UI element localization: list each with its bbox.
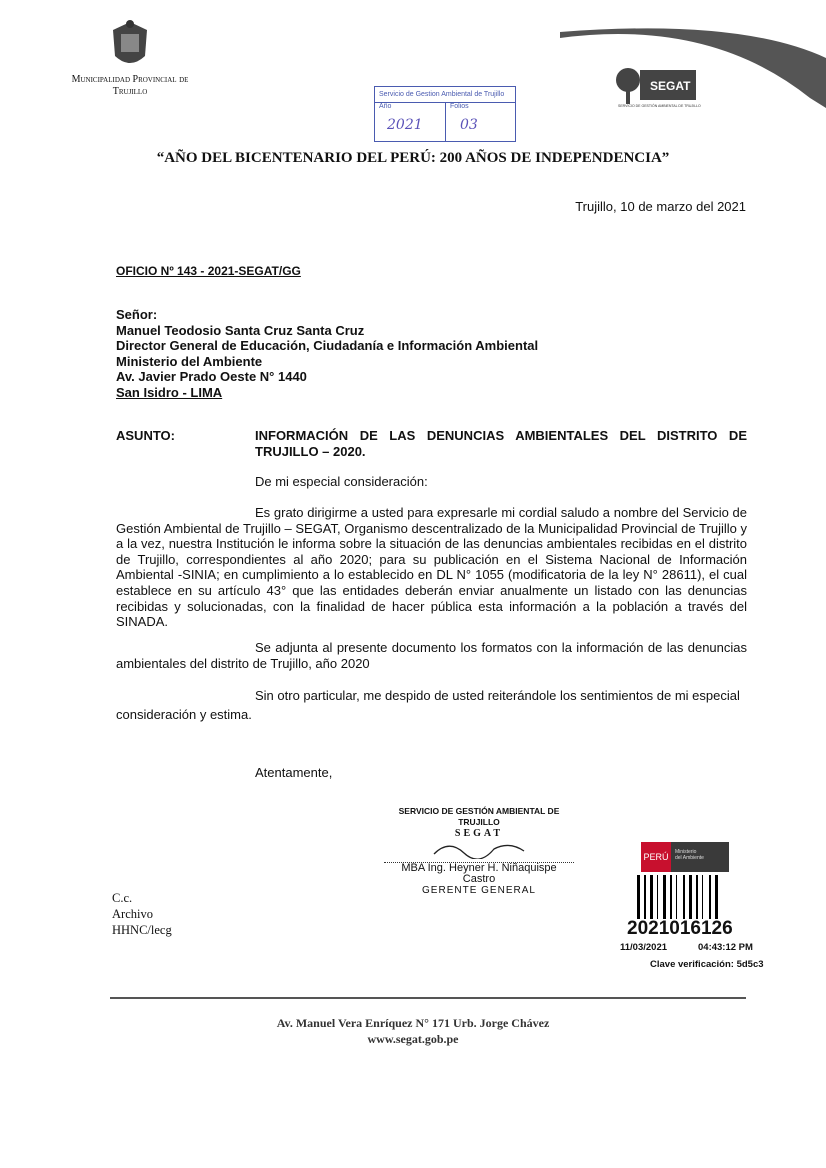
segat-logo-icon: [560, 18, 826, 110]
barcode-bar: [657, 875, 658, 919]
barcode-icon: [637, 875, 745, 919]
barcode-bar: [644, 875, 646, 919]
barcode-bar: [683, 875, 685, 919]
recipient-block: [116, 307, 538, 401]
signature-stamp: [384, 806, 574, 896]
recipient-name: Manuel Teodosio Santa Cruz Santa Cruz: [116, 322, 365, 338]
ministry-logo: [641, 842, 729, 872]
cc-archive: Archivo: [112, 907, 153, 921]
stamp-folios-label: Folios: [450, 103, 469, 110]
recipient-institution: Ministerio del Ambiente: [116, 353, 263, 369]
footer-address: Av. Manuel Vera Enríquez N° 171 Urb. Jorge Chávez: [276, 1016, 550, 1030]
barcode-bar: [650, 875, 653, 919]
segat-logo-text: SEGAT: [650, 79, 691, 93]
cc-label: C.c.: [112, 891, 133, 905]
cc-initials: HHNC/lecg: [112, 923, 172, 937]
municipality-name: Municipalidad Provincial de Trujillo: [71, 74, 189, 97]
letter-date: Trujillo, 10 de marzo del 2021: [575, 199, 746, 214]
stamp-title: Servicio de Gestion Ambiental de Trujillo: [375, 87, 515, 103]
closing: Atentamente,: [255, 765, 333, 780]
ministry-line-2: del Ambiente: [675, 855, 704, 861]
recipient-city: San Isidro - LIMA: [116, 384, 223, 400]
recipient-title: Director General de Educación, Ciudadanía e Información Ambiental: [116, 338, 539, 354]
stamp-year: 2021: [387, 117, 423, 133]
body-paragraph-1: Es grato dirigirme a usted para expresarle mi cordial saludo a nombre del Servicio de Gestión Ambiental de Trujillo – SEGAT, Organismo descentralizado de la Municipalidad Provincial de Trujillo y a la vez, nuestra Institución le informa sobre la situación de las denuncias ambientales recibidas en el distrito de Trujillo, correspondientes al año 2020; para su publicación en el Sistema Nacional de Información Ambiental -SINIA; en cumplimiento a lo establecido en DL N° 1055 (modificatoria de la ley N° 28611), el cual establece en su artículo 43° que las entidades deberán enviar anualmente un listado con las denuncias recibidas y solucionadas, con la finalidad de hacer pública esta información a la población a través del SINADA.: [116, 505, 747, 630]
municipality-crest-icon: [105, 18, 155, 72]
greeting: De mi especial consideración:: [255, 474, 428, 489]
signature-org: SERVICIO DE GESTIÓN AMBIENTAL DE TRUJILLO: [398, 806, 560, 827]
letter-reference: OFICIO Nº 143 - 2021-SEGAT/GG: [116, 264, 301, 278]
stamp-year-label: Año: [379, 103, 392, 110]
peru-label: PERÚ: [641, 842, 671, 872]
registry-number: 2021016126: [627, 918, 733, 939]
barcode-bar: [689, 875, 692, 919]
subject-text: INFORMACIÓN DE LAS DENUNCIAS AMBIENTALES DEL DISTRITO DE TRUJILLO – 2020.: [255, 428, 747, 459]
ministry-line-1: Ministerio: [675, 849, 697, 855]
segat-logo-subtext: SERVICIO DE GESTIÓN AMBIENTAL DE TRUJILLO: [618, 104, 701, 108]
recipient-salutation: Señor:: [116, 307, 158, 322]
barcode-bar: [709, 875, 711, 919]
barcode-bar: [696, 875, 698, 919]
registry-time: 04:43:12 PM: [698, 942, 753, 953]
barcode-bar: [676, 875, 677, 919]
barcode-bar: [702, 875, 703, 919]
recipient-address: Av. Javier Prado Oeste N° 1440: [116, 369, 307, 385]
body-paragraph-3: Sin otro particular, me despido de usted reiterándole los sentimientos de mi especial consideración y estima.: [116, 688, 740, 722]
verification-code: Clave verificación: 5d5c3: [650, 959, 764, 970]
barcode-bar: [715, 875, 718, 919]
barcode-bar: [663, 875, 666, 919]
signature-abbr: SEGAT: [454, 828, 504, 839]
year-motto: “AÑO DEL BICENTENARIO DEL PERÚ: 200 AÑOS DE INDEPENDENCIA”: [156, 150, 670, 166]
subject-label: ASUNTO:: [116, 428, 175, 443]
signature-role: GERENTE GENERAL: [422, 885, 536, 896]
barcode-bar: [637, 875, 640, 919]
footer-divider: [110, 997, 746, 999]
body-paragraph-2: Se adjunta al presente documento los formatos con la información de las denuncias ambientales del distrito de Trujillo, año 2020: [116, 640, 747, 671]
registry-date: 11/03/2021: [620, 942, 668, 953]
signature-name: MBA Ing. Heyner H. Niñaquispe Castro: [384, 862, 574, 885]
copies-block: [112, 890, 172, 938]
reception-stamp: [374, 86, 516, 142]
handwritten-signature-icon: [414, 839, 544, 859]
footer-website[interactable]: www.segat.gob.pe: [367, 1032, 459, 1046]
stamp-folios: 03: [460, 117, 478, 133]
barcode-bar: [670, 875, 672, 919]
